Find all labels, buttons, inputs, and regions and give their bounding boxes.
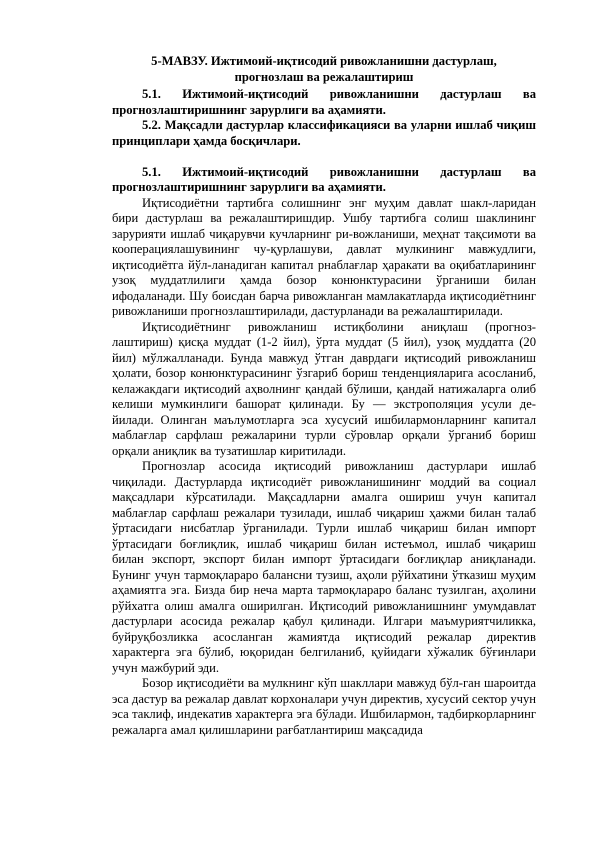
title-line-2: прогнозлаш ва режалаштириш <box>234 69 414 84</box>
document-title <box>112 54 536 85</box>
paragraph-3: Прогнозлар асосида иқтисодий ривожланиш дастурлари ишлаб чиқилади. Дастурларда иқтисодиёт ривожланишининг моддий ва социал мақсадлари кўрсатилади. Мақсадларни амалга ошириш учун капитал маблағлар сарфлаш режалари тузилади, ишлаб чиқариш ҳажми билан талаб ўртасидаги нисбатлар ўрганилади. Турли ишлаб чиқариш билан импорт ўртасидаги боғлиқлик, ишлаб чиқариш билан истеъмол, ишлаб чиқариш билан экспорт, экспорт билан импорт ўртасидаги боғлиқлар аниқланади. Бунинг учун тармоқлараро балансни тузиш, аҳоли рўйхатини ўтказиш муҳим аҳамиятга эга. Бизда бир неча марта тармоқлараро баланс тузилган, аҳолини рўйхатга олиш амалга оширилган. Иқтисодий ривожланишнинг умумдавлат дастурлари асосида режалар қабул қилинади. Илгари маъмуриятчиликка, буйруқбозликка асосланган жамиятда иқтисодий режалар директив характерга эга бўлиб, юқоридан белгиланиб, қуйидаги хўжалик бўғинлари учун мажбурий эди. <box>112 459 536 675</box>
paragraph-1: Иқтисодиётни тартибга солишнинг энг муҳим давлат шакл-ларидан бири дастурлаш ва режалаштиришдир. Ушбу тартибга солиш шаклининг зарурияти ишлаб чиқарувчи кучларнинг ри-вожланиши, меҳнат тақсимоти ва кооперациялашувининг чу-қурлашуви, давлат мулкининг мавжудлиги, иқтисодиётга йўл-ланадиган капитал рнаблағлар ҳаракати ва оқибатларининг узоқ муддатлилиги ҳамда бозор конюнктурасини ўрганиши билан ифодаланади. Шу боисдан барча ривожланган мамлакатларда иқтисодиётнинг ривожланиши прогнозлаштирилади, дастурланади ва режалаштирилади. <box>112 195 536 318</box>
outline-item-5-1: 5.1. Ижтимоий-иқтисодий ривожланишни дастурлаш ва прогнозлаштиришнинг зарурлиги ва аҳамияти. <box>112 87 536 117</box>
spacer <box>112 149 536 165</box>
outline-item-5-2: 5.2. Мақсадли дастурлар классификацияси ва уларни ишлаб чиқиш принциплари ҳамда босқичлари. <box>112 118 536 148</box>
paragraph-4: Бозор иқтисодиёти ва мулкнинг кўп шакллари мавжуд бўл-ган шароитда эса дастур ва режалар давлат корхоналари учун директив, хусусий сектор учун эса таклиф, индекатив характерга эга бўлади. Ишбилармон, тадбиркорларнинг режаларга амал қилишларини рағбатлантириш мақсадида <box>112 676 536 737</box>
section-heading: 5.1. Ижтимоий-иқтисодий ривожланишни дастурлаш ва прогнозлаштиришнинг зарурлиги ва аҳамияти. <box>112 164 536 194</box>
title-line-1: 5-МАВЗУ. Ижтимоий-иқтисодий ривожланишни дастурлаш, <box>151 54 497 68</box>
paragraph-2: Иқтисодиётнинг ривожланиш истиқболини аниқлаш (прогноз-лаштириш) қисқа муддат (1-2 йил), ўрта муддат (5 йил), узоқ муддатга (20 йил) мўлжалланади. Бунда мавжуд ўтган даврдаги иқтисодий ривожланиш ҳолати, бозор конюнктурасининг ўзгариб бориш тенденцияларига асосланиб, келажакдаги иқтисодий аҳволнинг қандай бўлиши, қандай натижаларга олиб келиши мумкинлиги башорат қилинади. Бу — экстрополяция усули де-йилади. Олинган маълумотларга эса хусусий ишбилармонларнинг капитал маблағлар сарфлаш режаларини турли сўровлар орқали ўрганиб бориш орқали аниқлик ва тузатишлар киритилади. <box>112 319 536 458</box>
